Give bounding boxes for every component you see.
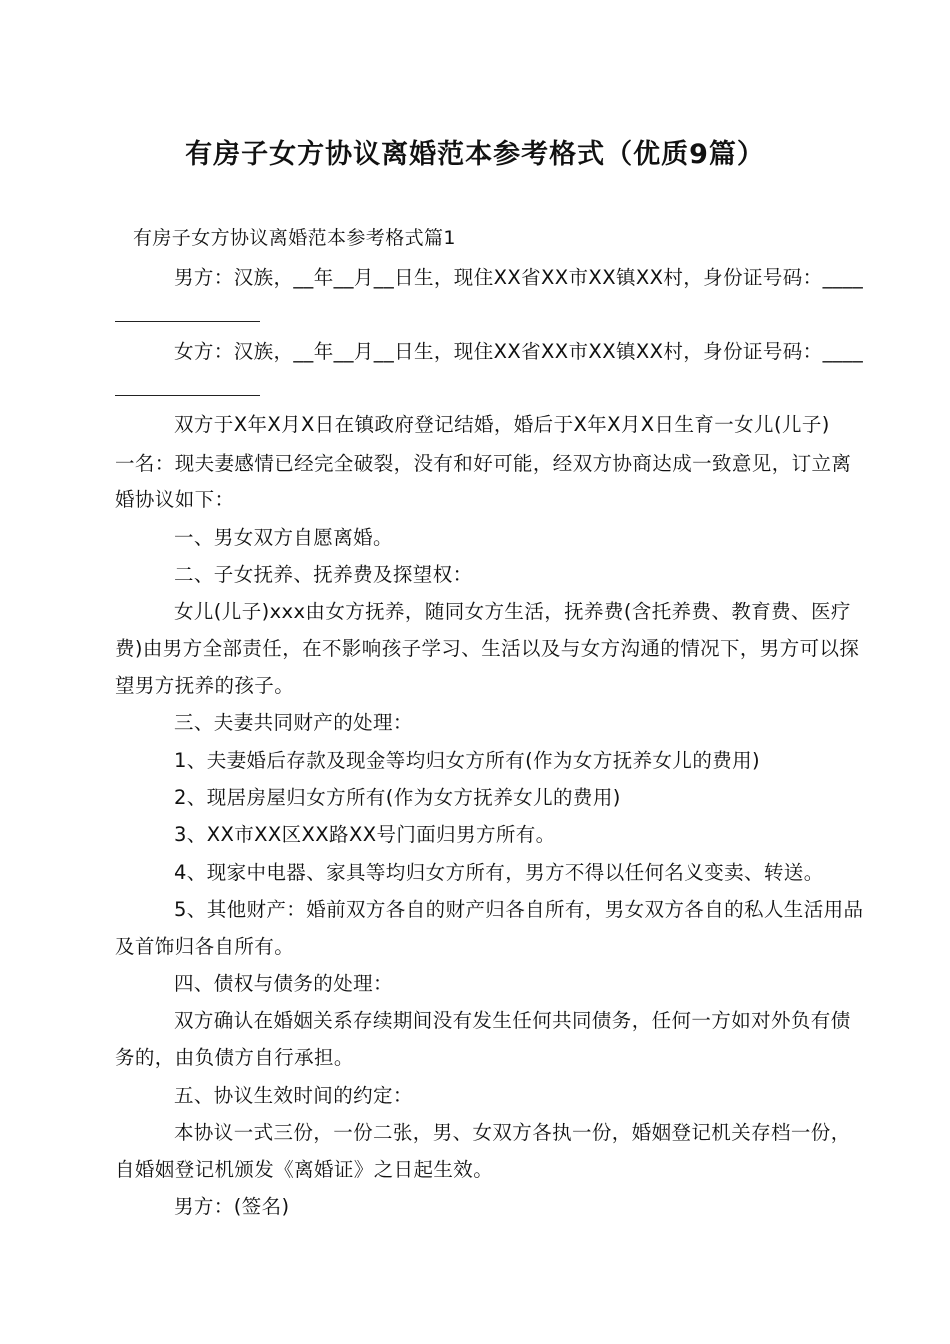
paragraph-line: 及首饰归各自所有。 [115, 935, 295, 958]
list-item: 4、现家中电器、家具等均归女方所有，男方不得以任何名义变卖、转送。 [174, 861, 824, 884]
female-party-line: 女方：汉族，__年__月__日生，现住XX省XX市XX镇XX村，身份证号码：____ [174, 340, 864, 363]
male-party-line: 男方：汉族，__年__月__日生，现住XX省XX市XX镇XX村，身份证号码：____ [174, 266, 864, 289]
list-item: 2、现居房屋归女方所有(作为女方抚养女儿的费用) [174, 786, 621, 809]
paragraph-line: 婚协议如下： [115, 488, 235, 511]
clause-heading: 三、夫妻共同财产的处理： [174, 711, 413, 734]
section-heading: 有房子女方协议离婚范本参考格式篇1 [133, 227, 456, 249]
list-item: 5、其他财产：婚前双方各自的财产归各自所有，男女双方各自的私人生活用品 [174, 898, 864, 921]
id-number-blank-line [115, 321, 260, 322]
paragraph-line: 费)由男方全部责任，在不影响孩子学习、生活以及与女方沟通的情况下，男方可以探 [115, 637, 860, 660]
document-title: 有房子女方协议离婚范本参考格式（优质9篇） [185, 139, 765, 170]
paragraph-line: 双方于X年X月X日在镇政府登记结婚，婚后于X年X月X日生育一女儿(儿子) [174, 413, 830, 436]
paragraph-line: 自婚姻登记机颁发《离婚证》之日起生效。 [115, 1158, 494, 1181]
id-number-blank-line [115, 395, 260, 396]
paragraph-line: 本协议一式三份，一份二张，男、女双方各执一份，婚姻登记机关存档一份， [174, 1121, 851, 1144]
clause-heading: 一、男女双方自愿离婚。 [174, 526, 393, 549]
clause-heading: 五、协议生效时间的约定： [174, 1084, 413, 1107]
paragraph-line: 务的，由负债方自行承担。 [115, 1046, 354, 1069]
signature-line: 男方：(签名) [174, 1195, 290, 1218]
list-item: 3、XX市XX区XX路XX号门面归男方所有。 [174, 823, 556, 846]
clause-heading: 二、子女抚养、抚养费及探望权： [174, 563, 473, 586]
paragraph-line: 望男方抚养的孩子。 [115, 674, 295, 697]
clause-heading: 四、债权与债务的处理： [174, 972, 393, 995]
paragraph-line: 女儿(儿子)xxx由女方抚养，随同女方生活，抚养费(含托养费、教育费、医疗 [174, 600, 851, 623]
paragraph-line: 双方确认在婚姻关系存续期间没有发生任何共同债务，任何一方如对外负有债 [174, 1009, 851, 1032]
paragraph-line: 一名：现夫妻感情已经完全破裂，没有和好可能，经双方协商达成一致意见，订立离 [115, 452, 852, 475]
list-item: 1、夫妻婚后存款及现金等均归女方所有(作为女方抚养女儿的费用) [174, 749, 761, 772]
